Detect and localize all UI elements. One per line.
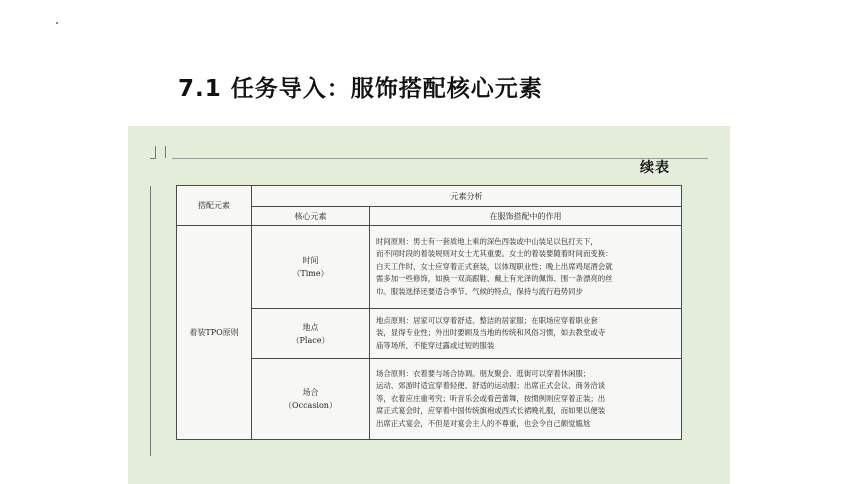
table-row	[177, 359, 682, 440]
left-margin-line	[150, 186, 151, 456]
margin-mark	[150, 158, 156, 159]
desc-line: 时间原则：男士有一套质地上乘的深色西装或中山装足以包打天下，	[376, 236, 598, 246]
corner-dot	[56, 22, 58, 24]
margin-mark	[165, 146, 166, 158]
table-header-row	[177, 186, 682, 207]
desc-line: 运动、郊游时适宜穿着轻便、舒适的运动服；出席正式会议、商务洽谈	[376, 381, 606, 391]
header-element: 搭配元素	[177, 186, 252, 226]
core-element-en: （Occasion）	[284, 401, 337, 410]
core-element-cell	[252, 359, 370, 440]
core-element-en: （Place）	[291, 335, 330, 345]
desc-line: 巾。服装选择还要适合季节、气候的特点，保持与流行趋势同步	[376, 286, 583, 296]
desc-line: 出席正式宴会，不但是对宴会主人的不尊重，也会令自己颇觉尴尬	[376, 418, 591, 428]
slide-title: 7.1 任务导入：服饰搭配核心元素	[178, 76, 543, 102]
role-description	[370, 226, 682, 309]
desc-line: 等，衣着应庄重考究；听音乐会或看芭蕾舞，按惯例则应穿着正装；出	[376, 393, 606, 403]
desc-line: 场合原则：衣着要与场合协调。朋友聚会、逛街可以穿着休闲服；	[376, 368, 591, 378]
page-header-rule	[172, 158, 708, 159]
table-caption: 续表	[640, 160, 670, 176]
table-row	[177, 226, 682, 309]
core-element-cell	[252, 309, 370, 359]
table-container	[176, 185, 682, 440]
header-analysis: 元素分析	[252, 186, 682, 207]
core-element-en: （Time）	[292, 269, 329, 278]
desc-line: 白天工作时，女士应穿着正式套装，以体现职业性；晚上出席鸡尾酒会就	[376, 261, 613, 271]
core-element-name: 场合	[302, 388, 319, 397]
core-element-name: 时间	[302, 256, 319, 265]
role-description	[370, 309, 682, 359]
table-row	[177, 309, 682, 359]
desc-line: 庙等场所，不能穿过露或过短的服装	[376, 340, 495, 350]
header-role: 在服饰搭配中的作用	[370, 207, 682, 226]
category-cell: 着装TPO原则	[177, 226, 252, 440]
desc-line: 需多加一些修饰，如换一双高跟鞋、戴上有光泽的佩饰、围一条漂亮的丝	[376, 274, 613, 284]
header-core: 核心元素	[252, 207, 370, 226]
desc-line: 而不同时段的着装规则对女士尤其重要。女士的着装要随着时间而变换：	[376, 249, 613, 259]
margin-mark	[155, 146, 156, 158]
core-element-name: 地点	[302, 322, 319, 332]
core-element-cell	[252, 226, 370, 309]
desc-line: 装，显得专业性；外出时要顾及当地的传统和风俗习惯，如去教堂或寺	[376, 328, 606, 338]
desc-line: 地点原则：居家可以穿着舒适、整洁的居家服；在职场应穿着职业套	[376, 315, 598, 325]
tpo-table	[176, 185, 682, 440]
desc-line: 席正式宴会时，应穿着中国传统旗袍或西式长裙晚礼服，而如果以便装	[376, 406, 606, 416]
table-subheader-row	[177, 207, 682, 226]
role-description	[370, 359, 682, 440]
